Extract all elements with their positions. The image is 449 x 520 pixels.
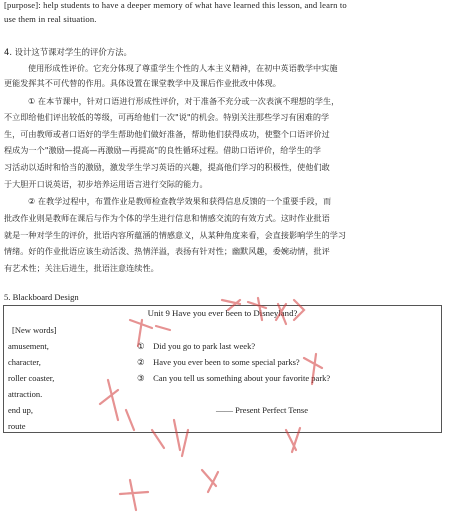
eval-line: 习活动以适时和恰当的激励，激发学生学习英语的兴趣，提高他们学习的积极性，使他们敢 (4, 162, 330, 172)
question-item (137, 373, 330, 384)
new-words-label: [New words] (12, 325, 57, 335)
word-item: attraction. (8, 389, 43, 399)
eval-line: ① 在本节课中，针对口语进行形成性评价，对于准备不充分或一次表演不理想的学生， (28, 96, 340, 106)
eval-line: 不立即给他们评出较低的等级，可再给他们一次"说"的机会。特别关注那些学习有困难的学 (4, 112, 330, 122)
question-number: ② (137, 357, 145, 367)
eval-line: 使用形成性评价。它充分体现了尊重学生个性的人本主义精神，在初中英语教学中实施 (28, 63, 338, 73)
question-text: Can you tell us something about your favorite park? (153, 373, 331, 383)
eval-line: 更能发挥其不可代替的作用。具体设置在课堂教学中及课后作业批改中体现。 (4, 78, 281, 88)
purpose-line-2: use them in real situation. (4, 14, 97, 24)
question-number: ① (137, 341, 145, 351)
word-item: amusement, (8, 341, 49, 351)
board-title: Unit 9 Have you ever been to Disneyland? (147, 308, 298, 318)
question-text: Have you ever been to some special parks? (153, 357, 300, 367)
blackboard-heading: 5. Blackboard Design (4, 292, 79, 302)
eval-line: ② 在教学过程中，布置作业是教师检查教学效果和获得信息反馈的一个重要手段，而 (28, 196, 332, 206)
tense-note: —— Present Perfect Tense (216, 405, 309, 415)
question-item (137, 341, 255, 352)
question-text: Did you go to park last week? (153, 341, 256, 351)
eval-line: 就是一种对学生的评价，批语内容所蕴涵的情感意义，从某种角度来看，会直接影响学生的学习 (4, 230, 347, 240)
word-item: character, (8, 357, 41, 367)
word-item: roller coaster, (8, 373, 55, 383)
eval-line: 情绪。好的作业批语应该生动活泼、热情洋溢，表扬有针对性；幽默风趣，委婉动情，批评 (4, 246, 330, 256)
eval-line: 程成为一个"激励—提高—再激励—再提高"的良性循环过程。借助口语评价，给学生的学 (4, 145, 322, 155)
eval-line: 有艺术性；关注后进生，批语注意连续性。 (4, 263, 159, 273)
eval-line: 于大胆开口说英语，初步培养运用语言进行交际的能力。 (4, 179, 208, 189)
purpose-line-1: [purpose]: help students to have a deeper memory of what have learned this lesson, and learn to (4, 0, 347, 10)
word-item: route (8, 421, 26, 431)
eval-line: 批改作业则是教师在课后与作为个体的学生进行信息和情感交流的有效方式。这时作业批语 (4, 213, 330, 223)
blackboard-box (3, 305, 442, 433)
evaluation-heading: 4. 设计这节课对学生的评价方法。 (4, 47, 132, 57)
word-item: end up, (8, 405, 34, 415)
question-number: ③ (137, 373, 145, 383)
question-item (137, 357, 300, 368)
eval-line: 生，可由教师或者口语好的学生帮助他们做好准备，帮助他们获得成功，使整个口语评价过 (4, 129, 330, 139)
